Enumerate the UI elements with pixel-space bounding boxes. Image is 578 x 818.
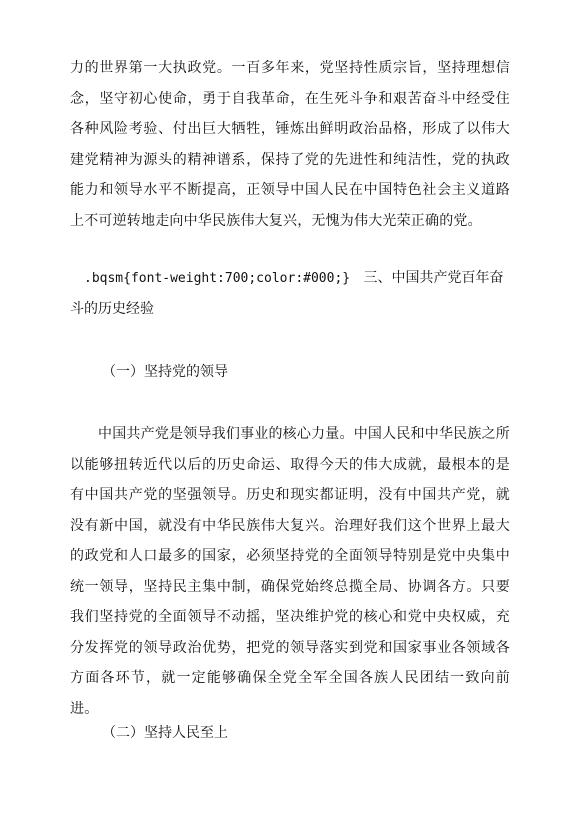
subheading-people-first: （二）坚持人民至上 xyxy=(102,725,228,741)
subheading-party-leadership: （一）坚持党的领导 xyxy=(102,364,228,380)
section-heading-line xyxy=(70,263,510,324)
paragraph-party-history: 力的世界第一大执政党。一百多年来，党坚持性质宗旨，坚持理想信念，坚守初心使命，勇于自我革命，在生死斗争和艰苦奋斗中经受住各种风险考验、付出巨大牺牲，锤炼出鲜明政治品格，形成了以伟大建党精神为源头的精神谱系，保持了党的先进性和纯洁性，党的执政能力和领导水平不断提高，正领导中国人民在中国特色社会主义道路上不可逆转地走向中华民族伟大复兴，无愧为伟大光荣正确的党。 xyxy=(70,60,510,229)
paragraph-party-leadership: 中国共产党是领导我们事业的核心力量。中国人民和中华民族之所以能够扭转近代以后的历史命运、取得今天的伟大成就，最根本的是有中国共产党的坚强领导。历史和现实都证明，没有中国共产党，就没有新中国，就没有中华民族伟大复兴。治理好我们这个世界上最大的政党和人口最多的国家，必须坚持党的全面领导特别是党中央集中统一领导，坚持民主集中制，确保党始终总揽全局、协调各方。只要我们坚持党的全面领导不动摇，坚决维护党的核心和党中央权威，充分发挥党的领导政治优势，把党的领导落实到党和国家事业各领域各方面各环节，就一定能够确保全党全军全国各族人民团结一致向前进。 xyxy=(70,426,510,717)
section-title: 三、中国共产党百年奋斗的历史经验 xyxy=(70,270,504,317)
css-fragment-text: .bqsm{font-weight:700;color:#000;} xyxy=(84,271,351,286)
